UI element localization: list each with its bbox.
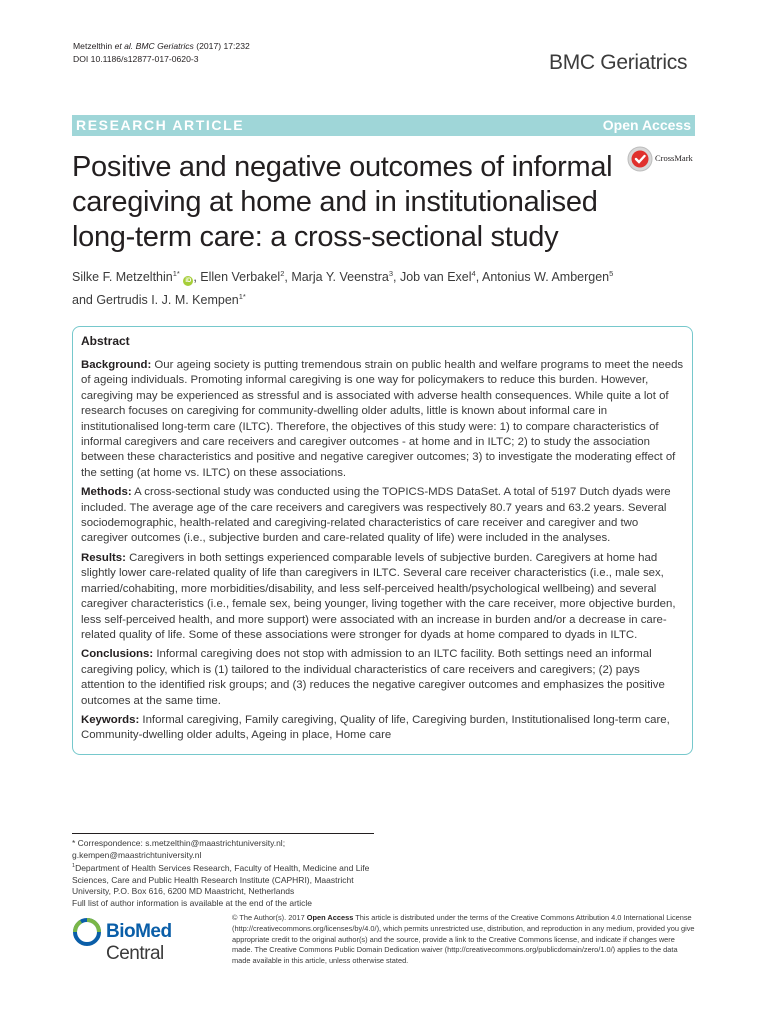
abstract-conclusions: [81, 647, 685, 709]
author-affiliation-sup: 4: [471, 269, 476, 278]
author-affiliation-sup: 2: [280, 269, 285, 278]
author-affiliation-sup: 3: [388, 269, 394, 278]
open-access-label: Open Access: [602, 117, 691, 133]
footnote-divider: [72, 833, 374, 834]
orcid-icon[interactable]: iD: [185, 278, 192, 285]
correspondence-email[interactable]: g.kempen@maastrichtuniversity.nl: [72, 849, 202, 860]
section-label: Keywords:: [81, 713, 140, 726]
license-text: This article is distributed under the terms of the Creative Commons Attribution 4.0 International License (http://creativecommons.org/licenses/by/4.0/), which permits unrestricted use, distribution, and reproduction in any medium, provided you give appropriate credit to the original author(s) and the source, provide a link to the Creative Commons license, and indicate if changes were made. The Creative Commons Public Domain Dedication waiver (http://creativecommons.org/publicdomain/zero/1.0/) applies to the data made available in this article, unless otherwise stated.: [232, 913, 695, 966]
correspondence-email[interactable]: s.metzelthin@maastrichtuniversity.nl;: [145, 838, 286, 848]
abstract-keywords: [81, 713, 685, 744]
copyright-text: © The Author(s). 2017: [232, 913, 307, 922]
author-affiliation-sup: 1*: [238, 292, 246, 302]
citation-year-volume: (2017) 17:232: [196, 41, 250, 51]
citation-journal: BMC Geriatrics: [135, 41, 194, 51]
section-text: Informal caregiving does not stop with admission to an ILTC facility. Both settings need an informal caregiving policy, which is (1) tailored to the individual characteristics of care receivers and caregivers; (2) pays attention to the identified risk groups; and (3) reduces the negative caregiver outcomes and emphasizes the positive outcomes at the same time.: [81, 648, 665, 707]
author-name[interactable]: and Gertrudis I. J. M. Kempen: [72, 293, 239, 308]
crossmark-badge[interactable]: [627, 144, 707, 174]
abstract-body: [81, 358, 685, 748]
crossmark-label: CrossMark: [655, 153, 693, 163]
section-label: Background:: [81, 359, 152, 371]
license-statement: [232, 913, 697, 967]
biomed-central-logo-icon: [72, 917, 102, 947]
biomed-central-logo[interactable]: [72, 912, 232, 964]
citation-header: [73, 40, 250, 66]
author-name[interactable]: Marja Y. Veenstra: [291, 270, 389, 285]
citation-line: [73, 40, 250, 53]
section-label: Results:: [81, 551, 126, 564]
crossmark-icon: [627, 146, 653, 172]
affiliation-sup: 1: [72, 863, 76, 870]
journal-name: BMC Geriatrics: [549, 51, 688, 74]
author-name[interactable]: Antonius W. Ambergen: [481, 270, 610, 285]
publisher-name: BioMed Central: [106, 921, 172, 964]
author-name[interactable]: Ellen Verbakel: [200, 270, 281, 285]
affiliation-text: Department of Health Services Research, Faculty of Health, Medicine and Life Sciences, Care and Public Health Research Institute (CAPHRI), Maastricht University, P.O. Box 616, 6200 MD Maastricht, Netherlands: [72, 863, 370, 897]
article-type-label: RESEARCH ARTICLE: [76, 117, 245, 133]
author-name[interactable]: Job van Exel: [399, 270, 472, 285]
author-affiliation-sup: 5: [609, 269, 614, 278]
correspondence-line: [72, 838, 392, 850]
abstract-background: [81, 358, 685, 481]
section-text: Our ageing society is putting tremendous strain on public health and welfare programs to meet the needs of ageing individuals. Promoting informal caregiving is one way for policymakers to reduce this burden. However, caregiving may be experienced as stressful and is associated with adverse health consequences. While quite a lot of research focuses on caregiving for community-dwelling older adults, little is known about informal care in institutionalised long-term care (ILTC). Therefore, the objectives of this study were: 1) to compare characteristics of informal caregivers and care receivers and caregiver outcomes - at home and in ILTC; 2) to study the association between these characteristics and positive and negative caregiver outcomes; 3) to investigate the moderating effect of the setting (at home vs. ILTC) on these associations.: [81, 359, 684, 479]
doi[interactable]: DOI 10.1186/s12877-017-0620-3: [73, 54, 199, 64]
section-label: Methods:: [81, 486, 132, 499]
affiliation: [72, 861, 392, 898]
section-label: Conclusions:: [81, 648, 154, 661]
abstract-methods: [81, 485, 685, 547]
footnotes: [72, 838, 392, 909]
correspondence-label: * Correspondence:: [72, 838, 143, 848]
author-affiliation-sup: 1*: [172, 269, 180, 278]
citation-etal: et al.: [114, 41, 134, 51]
citation-authors: Metzelthin: [73, 41, 113, 51]
author-name[interactable]: Silke F. Metzelthin: [72, 270, 173, 285]
section-text: Informal caregiving, Family caregiving, Quality of life, Caregiving burden, Institutionalised long-term care, Community-dwelling older adults, Ageing in place, Home care: [81, 713, 670, 742]
author-list: Silke F. Metzelthin$^{1*}$ iD , Ellen Verbakel$^2$, Marja Y. Veenstra$^3$, Job van Exel$^4$, Antonius W. Ambergen$^5$ and Gertrudis I. J. M. Kempen$^{1*}$: [72, 269, 614, 308]
article-title: Positive and negative outcomes of informal caregiving at home and in institutionalised long-term care: a cross-sectional study: [72, 151, 613, 253]
section-text: Caregivers in both settings experienced comparable levels of subjective burden. Caregivers at home had slightly lower care-related quality of life than caregivers in ILTC. Several care receiver characteristics (i.e., male sex, married/cohabiting, more morbidities/disability, and less self-perceived health/psychological wellbeing) and several caregiver characteristics (i.e., female sex, being younger, living together with the care receiver, more objective burden, less self-perceived health, and more support) were associated with an increase in burden and/or a decrease in care-related quality of life. Some of these associations were stronger for dyads at home compared to dyads in ILTC.: [81, 551, 676, 641]
author-info-note: Full list of author information is available at the end of the article: [72, 897, 313, 908]
article-type-banner: [72, 115, 695, 136]
abstract-heading: Abstract: [81, 334, 130, 348]
license-open-access: Open Access: [306, 913, 354, 922]
section-text: A cross-sectional study was conducted using the TOPICS-MDS DataSet. A total of 5197 Dutch dyads were included. The average age of the care receivers and caregivers was respectively 80.7 years and 63.2 years. Several sociodemographic, health-related and caregiving-related characteristics of care receiver and caregiver and two caregiver outcomes (i.e., subjective burden and care-related quality of life) were included in the analyses.: [81, 486, 671, 545]
abstract-results: [81, 551, 685, 643]
